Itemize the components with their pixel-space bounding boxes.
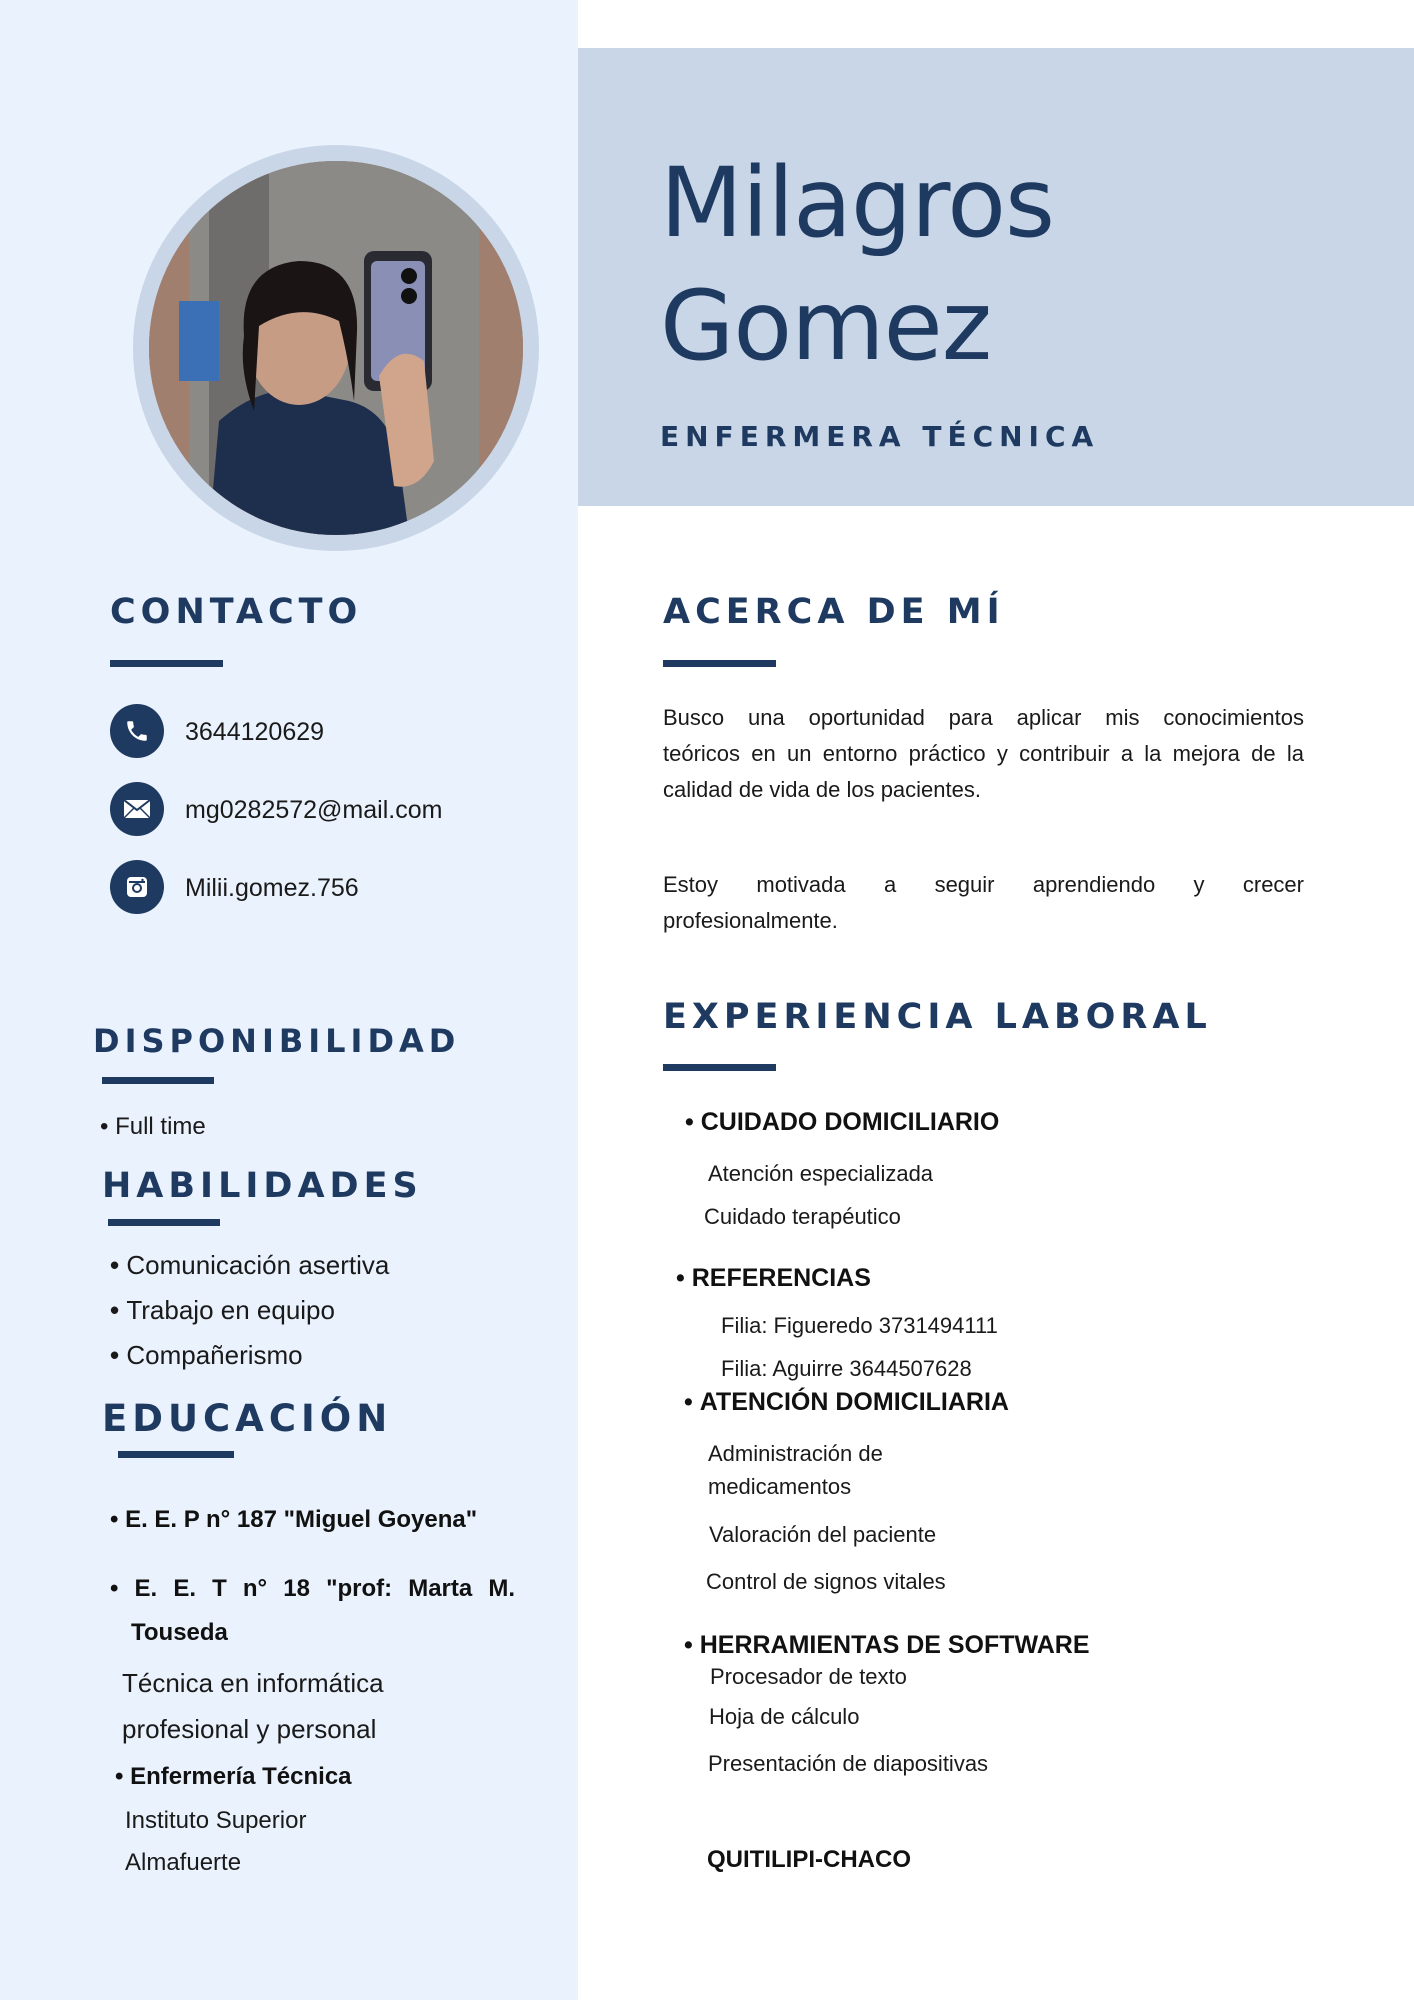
job-title: ENFERMERA TÉCNICA xyxy=(660,420,1100,453)
school-1: • E. E. P n° 187 "Miguel Goyena" xyxy=(110,1506,478,1533)
email-address: mg0282572@mail.com xyxy=(185,796,443,824)
about-paragraph-1-line-3: calidad de vida de los pacientes. xyxy=(663,777,981,802)
availability-rule xyxy=(102,1077,214,1084)
profile-photo xyxy=(149,161,523,535)
skill-item: • Comunicación asertiva xyxy=(110,1250,390,1280)
software-title: • HERRAMIENTAS DE SOFTWARE xyxy=(684,1631,1090,1659)
home-care-item: Cuidado terapéutico xyxy=(704,1204,901,1229)
availability-item: • Full time xyxy=(100,1113,206,1140)
phone-icon xyxy=(110,704,164,758)
institute-line-1: Instituto Superior xyxy=(125,1807,307,1834)
skills-rule xyxy=(108,1219,220,1226)
skills-title: HABILIDADES xyxy=(102,1166,423,1206)
home-attention-item-2: Valoración del paciente xyxy=(709,1522,937,1547)
phone-number: 3644120629 xyxy=(185,718,325,746)
education-rule xyxy=(118,1451,234,1458)
degree-line-2: profesional y personal xyxy=(122,1714,377,1744)
instagram-icon xyxy=(110,860,164,914)
experience-rule xyxy=(663,1064,776,1071)
school-2-line-1: • E. E. T n° 18 "prof: Marta M. xyxy=(110,1575,516,1602)
instagram-handle: Milii.gomez.756 xyxy=(185,874,359,902)
software-item: Presentación de diapositivas xyxy=(708,1751,989,1776)
school-2-line-2: Touseda xyxy=(131,1619,228,1646)
home-attention-item-1-line-2: medicamentos xyxy=(708,1474,852,1499)
profile-photo-illustration xyxy=(149,161,523,535)
home-attention-title: • ATENCIÓN DOMICILIARIA xyxy=(684,1388,1009,1416)
about-paragraph-1-line-1: Busco una oportunidad para aplicar mis conocimientos xyxy=(663,705,1304,730)
home-care-title: • CUIDADO DOMICILIARIO xyxy=(685,1108,1000,1136)
contact-title: CONTACTO xyxy=(110,592,363,632)
degree-line-1: Técnica en informática xyxy=(122,1668,384,1698)
last-name: Gomez xyxy=(660,270,992,382)
software-item: Procesador de texto xyxy=(710,1664,907,1689)
home-attention-item-1-line-1: Administración de xyxy=(708,1441,883,1466)
location: QUITILIPI-CHACO xyxy=(707,1846,911,1873)
experience-title: EXPERIENCIA LABORAL xyxy=(663,997,1212,1037)
institute-line-2: Almafuerte xyxy=(125,1849,242,1876)
mail-icon xyxy=(110,782,164,836)
nursing-degree: • Enfermería Técnica xyxy=(115,1763,352,1790)
about-title: ACERCA DE MÍ xyxy=(663,592,1005,632)
home-care-item: Atención especializada xyxy=(708,1161,934,1186)
availability-title: DISPONIBILIDAD xyxy=(93,1022,461,1060)
education-title: EDUCACIÓN xyxy=(102,1397,393,1440)
skill-item: • Compañerismo xyxy=(110,1340,303,1370)
about-paragraph-2-line-1: Estoy motivada a seguir aprendiendo y crecer xyxy=(663,872,1304,897)
about-paragraph-2-line-2: profesionalmente. xyxy=(663,908,838,933)
about-rule xyxy=(663,660,776,667)
software-item: Hoja de cálculo xyxy=(709,1704,860,1729)
references-title: • REFERENCIAS xyxy=(676,1264,871,1292)
reference-item: Filia: Figueredo 3731494111 xyxy=(721,1313,998,1338)
first-name: Milagros xyxy=(660,147,1055,259)
reference-item: Filia: Aguirre 3644507628 xyxy=(721,1356,972,1381)
contact-rule xyxy=(110,660,223,667)
home-attention-item-3: Control de signos vitales xyxy=(706,1569,946,1594)
skill-item: • Trabajo en equipo xyxy=(110,1295,335,1325)
about-paragraph-1-line-2: teóricos en un entorno práctico y contribuir a la mejora de la xyxy=(663,741,1304,766)
